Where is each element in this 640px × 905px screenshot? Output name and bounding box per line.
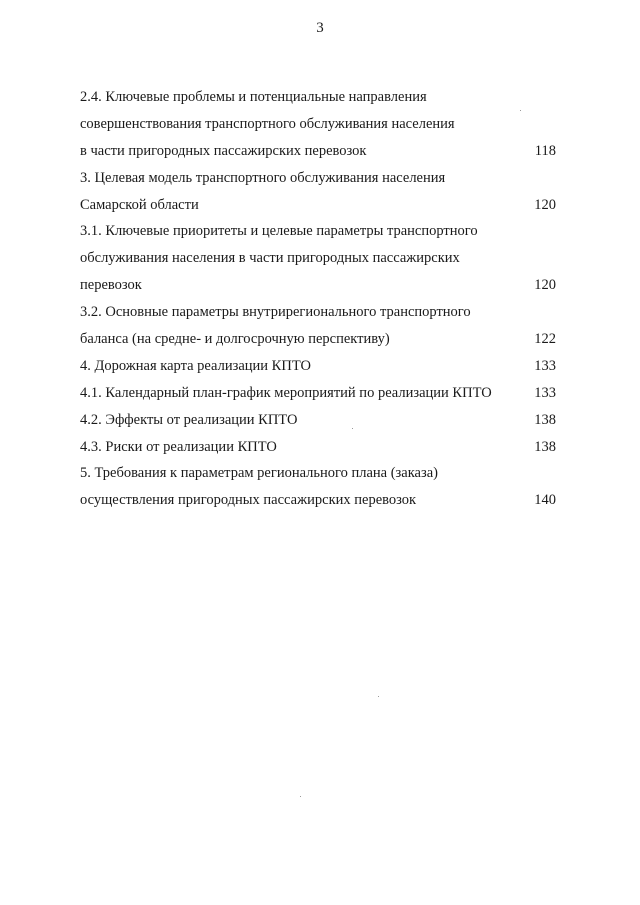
toc-entry-title-line: 2.4. Ключевые проблемы и потенциальные направления [80,89,427,105]
toc-entry-title-line: 4.1. Календарный план-график мероприятий по реализации КПТО [80,384,492,401]
toc-entry [80,353,560,380]
toc-entry-title-line: 3.2. Основные параметры внутрирегионального транспортного [80,304,471,321]
toc-entry-page-number: 120 [534,196,556,213]
toc-entry-title-line: 4. Дорожная карта реализации КПТО [80,357,311,374]
toc-entry [80,434,560,461]
scan-speck [378,696,379,697]
toc-entry-title-line: 5. Требования к параметрам регионального плана (заказа) [80,465,438,482]
toc-entry-title-line: 3. Целевая модель транспортного обслуживания населения [80,169,446,186]
toc-entry-page-number: 120 [534,277,556,294]
toc-entry-page-number: 133 [534,357,556,374]
toc-entry-title-line: осуществления пригородных пассажирских перевозок [80,492,417,509]
toc-entry-title-line: Самарской области [80,196,199,213]
toc-entry-page-number: 138 [534,438,556,455]
toc-entry-page-number: 118 [534,142,556,159]
scan-speck [300,796,301,797]
toc-entry-title-line: 4.2. Эффекты от реализации КПТО [80,411,298,428]
toc-entry-title-line: 4.3. Риски от реализации КПТО [80,438,277,455]
scan-speck [520,110,521,111]
toc-entry [80,84,560,165]
toc-entry-page-number: 140 [534,492,556,509]
toc-entry-title-line: 3.1. Ключевые приоритеты и целевые параметры транспортного [80,223,478,240]
toc-entry-title-line: в части пригородных пассажирских перевозок [80,142,367,159]
scan-speck [352,428,353,429]
toc-entry-title-line: совершенствования транспортного обслуживания населения [80,115,455,132]
toc-entry [80,165,560,219]
toc-entry [80,407,560,434]
table-of-contents [80,84,560,514]
toc-entry [80,380,560,407]
toc-entry-title-line: баланса (на средне- и долгосрочную перспективу) [80,331,390,348]
toc-entry-page-number: 122 [534,331,556,348]
toc-entry-title-line: обслуживания населения в части пригородных пассажирских [80,250,460,267]
page-number: 3 [316,20,324,36]
toc-entry-title-line: перевозок [80,277,142,294]
toc-entry-page-number: 138 [534,411,556,428]
toc-entry-page-number: 133 [534,384,556,401]
toc-entry [80,299,560,353]
toc-entry [80,460,560,514]
toc-entry [80,218,560,299]
